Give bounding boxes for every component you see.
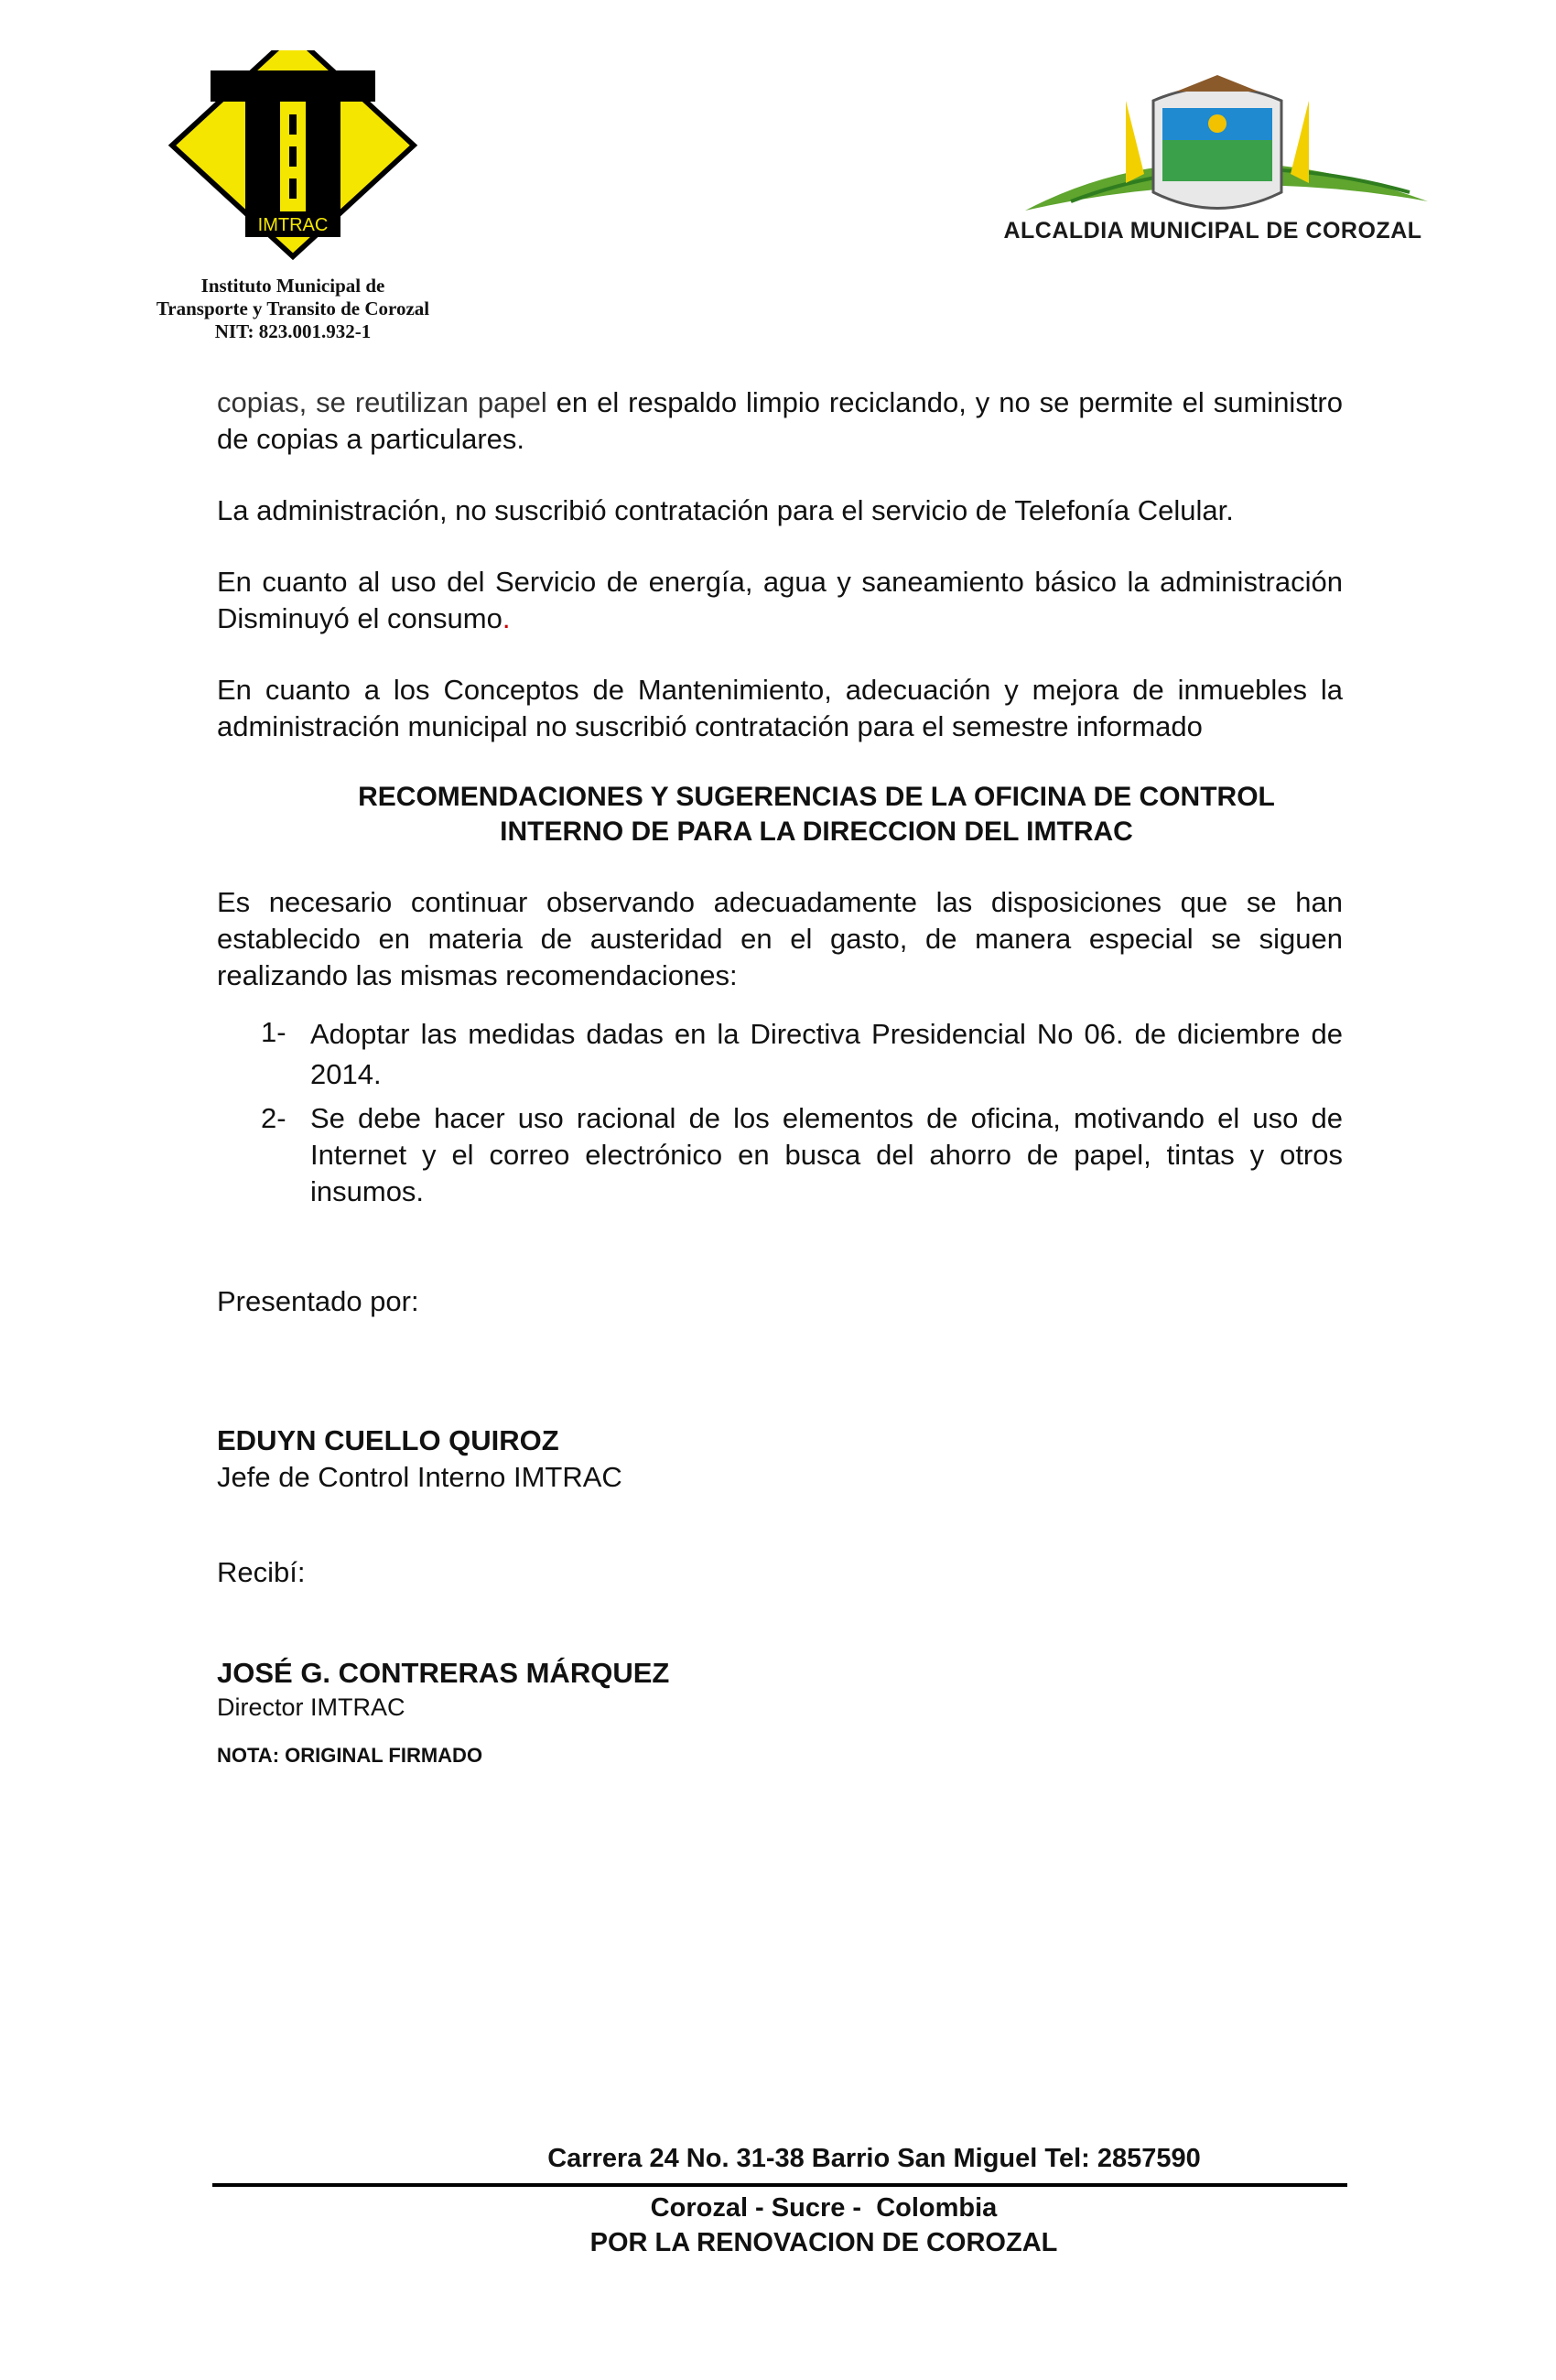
signer-1-title: Jefe de Control Interno IMTRAC — [217, 1461, 622, 1493]
list-item-text: Se debe hacer uso racional de los elementos de oficina, motivando el uso de Internet y el correo electrónico en busca del ahorro de papel, tintas y otros insumos. — [310, 1102, 1343, 1207]
recommendations-list — [217, 1014, 1343, 1210]
imtrac-logo-text: IMTRAC — [257, 215, 329, 235]
list-item-text: Adoptar las medidas dadas en la Directiva Presidencial No 06. de diciembre de 2014. — [310, 1018, 1343, 1090]
paragraph-copies — [217, 384, 1343, 458]
paragraph-telefonia: La administración, no suscribió contratación para el servicio de Telefonía Celular. — [217, 494, 1234, 526]
institute-info — [119, 275, 467, 343]
signer-2-name: JOSÉ G. CONTRERAS MÁRQUEZ — [217, 1657, 670, 1689]
paragraph-mantenimiento: En cuanto a los Conceptos de Mantenimiento, adecuación y mejora de inmuebles la administración municipal no suscribió contratación para el semestre informado — [217, 674, 1343, 742]
list-item — [261, 1100, 1343, 1210]
list-item-number: 2- — [261, 1102, 286, 1134]
corozal-crest-icon — [1016, 64, 1437, 220]
section-title-line-2: INTERNO DE PARA LA DIRECCION DEL IMTRAC — [500, 817, 1133, 847]
footer-slogan: POR LA RENOVACION DE COROZAL — [589, 2228, 1058, 2257]
paragraph-copies-start: copias, se reutilizan papel — [217, 386, 547, 418]
paragraph-energia-period: . — [502, 602, 511, 634]
document-body — [217, 384, 1343, 1769]
received-label: Recibí: — [217, 1556, 306, 1588]
footer-bottom — [366, 2191, 1281, 2260]
paragraph-copies-rest: en el respaldo limpio reciclando, y no se permite el suministro de copias a particulares. — [217, 386, 1343, 455]
imtrac-logo — [165, 50, 421, 261]
footer-divider — [212, 2183, 1347, 2187]
paragraph-energia — [217, 564, 1343, 637]
signer-2-title: Director IMTRAC — [217, 1693, 405, 1721]
footer-address: Carrera 24 No. 31-38 Barrio San Miguel Tel: 2857590 — [547, 2144, 1201, 2173]
paragraph-recomendaciones: Es necesario continuar observando adecuadamente las disposiciones que se han establecido en materia de austeridad en el gasto, de manera especial se siguen realizando las mismas recomendaciones: — [217, 886, 1343, 991]
signer-1-name: EDUYN CUELLO QUIROZ — [217, 1424, 559, 1456]
institute-line-2: Transporte y Transito de Corozal — [156, 298, 430, 319]
institute-line-1: Instituto Municipal de — [200, 275, 385, 297]
paragraph-energia-text: En cuanto al uso del Servicio de energía, agua y saneamiento básico la administración Disminuyó el consumo — [217, 566, 1343, 634]
footer-location: Corozal - Sucre - Colombia — [650, 2193, 998, 2223]
section-title-line-1: RECOMENDACIONES Y SUGERENCIAS DE LA OFICINA DE CONTROL — [358, 782, 1275, 812]
presented-by: Presentado por: — [217, 1285, 419, 1317]
alcaldia-title: ALCALDIA MUNICIPAL DE COROZAL — [1003, 218, 1422, 243]
list-item — [261, 1014, 1343, 1095]
list-item-number: 1- — [261, 1016, 286, 1048]
institute-nit: NIT: 823.001.932-1 — [214, 320, 372, 342]
note: NOTA: ORIGINAL FIRMADO — [217, 1744, 483, 1767]
section-title — [217, 780, 1343, 849]
